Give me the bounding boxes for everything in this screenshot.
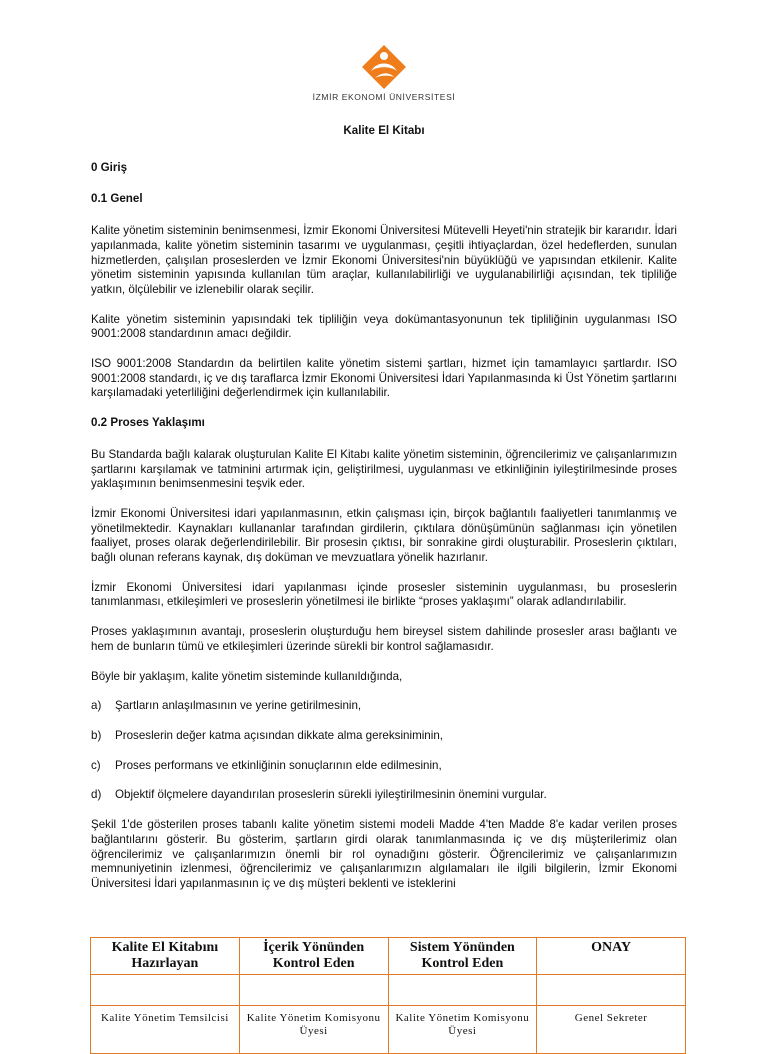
signature-cell [91, 975, 240, 1006]
list-item-text: Şartların anlaşılmasının ve yerine getirilmesinin, [115, 699, 362, 713]
signature-table-header-row [91, 938, 686, 975]
role-cell: Genel Sekreter [537, 1006, 686, 1054]
list-marker: b) [91, 728, 102, 742]
paragraph: Kalite yönetim sisteminin benimsenmesi, İzmir Ekonomi Üniversitesi Mütevelli Heyeti'nin stratejik bir kararıdır. İdari yapılanmada, kalite yönetim sisteminin tasarımı ve uygulanması, çeşitli ihtiyaçlardan, özel hedeflerden, sunulan hizmetlerden, çalışılan proseslerden ve İzmir Ekonomi Üniversitesi'nin büyüklüğü ve yapısından etkilenir. Kalite yönetim sisteminin yapısında kullanılan tüm araçlar, kullanılabilirliği ve uygulanabilirliği açısından, tek tipliliğe yatkın, ölçülebilir ve izlenebilir olarak seçilir. [91, 224, 677, 296]
list-marker: c) [91, 758, 101, 772]
izmir-ekonomi-logo-icon [353, 44, 415, 90]
paragraph: Kalite yönetim sisteminin yapısındaki tek tipliliğin veya dokümantasyonunun tek tipliliğinin uygulanması ISO 9001:2008 standardının amacı değildir. [91, 312, 677, 341]
section-heading-giris: 0 Giriş [91, 160, 128, 174]
header-logo [0, 44, 768, 102]
document-body [91, 124, 677, 907]
list-item-text: Proseslerin değer katma açısından dikkate alma gereksiniminin, [115, 728, 444, 742]
role-cell: Kalite Yönetim Komisyonu Üyesi [239, 1006, 388, 1054]
paragraph: Bu Standarda bağlı kalarak oluşturulan Kalite El Kitabı kalite yönetim sisteminin, öğrencilerimiz ve çalışanlarımızın şartlarını karşılamak ve tatminini artırmak için, geliştirilmesi, uygulanması ve etkinliğinin iyileştirilmesinde proses yaklaşımının benimsenmesini teşvik eder. [91, 447, 677, 491]
role-cell: Kalite Yönetim Temsilcisi [91, 1006, 240, 1054]
role-cell: Kalite Yönetim Komisyonu Üyesi [388, 1006, 537, 1054]
header-cell-sistem-kontrol: Sistem Yönünden Kontrol Eden [388, 938, 537, 975]
role-row [91, 1006, 686, 1054]
list-item [91, 788, 677, 803]
paragraph: İzmir Ekonomi Üniversitesi idari yapılanmasının, etkin çalışması için, birçok bağlantılı faaliyetleri tanımlanmış ve yönetilmektedir. Kaynakları kullananlar tarafından girdilerin, çıktılara dönüşümünün sağlanması için yönetilen faaliyet, proses olarak değerlendirilebilir. Bir prosesin çıktısı, bir sonrakine girdi oluşturabilir. Proseslerin çıktıları, bağlı olunan referans kaynak, dış doküman ve mevzuatlara yönelik hazırlanır. [91, 506, 677, 565]
signature-table [90, 937, 686, 1054]
paragraph: Böyle bir yaklaşım, kalite yönetim sisteminde kullanıldığında, [91, 669, 403, 683]
list-item-text: Proses performans ve etkinliğinin sonuçlarının elde edilmesinin, [115, 758, 442, 772]
document-title: Kalite El Kitabı [343, 124, 425, 137]
signature-cell [537, 975, 686, 1006]
header-cell-icerik-kontrol: İçerik Yönünden Kontrol Eden [239, 938, 388, 975]
paragraph: Şekil 1'de gösterilen proses tabanlı kalite yönetim sistemi modeli Madde 4'ten Madde 8'e kadar verilen proses bağlantılarını gösterir. Bu gösterim, şartların girdi olarak tanımlanmasında iç ve dış müşterilerimiz olan öğrencilerimiz ve çalışanlarımızın önemli bir rol oynadığını gösterir. Öğrencilerimiz ve çalışanlarımızın memnuniyetinin izlenmesi, öğrencilerimiz ve çalışanlarımızın algılamaları ile ilgili bilgilerin, İzmir Ekonomi Üniversitesi İdari yapılanmasının iç ve dış müşteri beklenti ve isteklerini [91, 818, 677, 890]
signature-cell [239, 975, 388, 1006]
header-cell-onay: ONAY [537, 938, 686, 975]
signature-row [91, 975, 686, 1006]
paragraph: Proses yaklaşımının avantajı, proseslerin oluşturduğu hem bireysel sistem dahilinde prosesler arası bağlantı ve hem de bunların tümü ve etkileşimleri üzerinde sürekli bir kontrol sağlamasıdır. [91, 625, 677, 653]
paragraph: ISO 9001:2008 Standardın da belirtilen kalite yönetim sistemi şartları, hizmet için tamamlayıcı şartlardır. ISO 9001:2008 standardı, iç ve dış taraflarca İzmir Ekonomi Üniversitesi İdari Yapılanmasında ki Üst Yönetim şartlarını karşılamadaki yeterliliğini değerlendirmek için kullanılabilir. [91, 357, 677, 400]
header-cell-hazirlayan: Kalite El Kitabını Hazırlayan [91, 938, 240, 975]
list-item [91, 729, 677, 744]
list-item-text: Objektif ölçmelere dayandırılan proseslerin sürekli iyileştirilmesinin önemini vurgular. [115, 788, 547, 802]
section-heading-proses-yaklasimi: 0.2 Proses Yaklaşımı [91, 416, 205, 430]
signature-cell [388, 975, 537, 1006]
university-name: İZMİR EKONOMİ ÜNİVERSİTESİ [312, 92, 456, 102]
list-item [91, 699, 677, 714]
list-marker: a) [91, 699, 102, 713]
paragraph: İzmir Ekonomi Üniversitesi idari yapılanması içinde prosesler sisteminin uygulanması, bu proseslerin tanımlanması, etkileşimleri ve proseslerin yönetilmesi ile birlikte “proses yaklaşımı” olarak adlandırılabilir. [91, 580, 677, 609]
list-marker: d) [91, 788, 102, 802]
section-heading-genel: 0.1 Genel [91, 192, 143, 206]
list-item [91, 759, 677, 774]
